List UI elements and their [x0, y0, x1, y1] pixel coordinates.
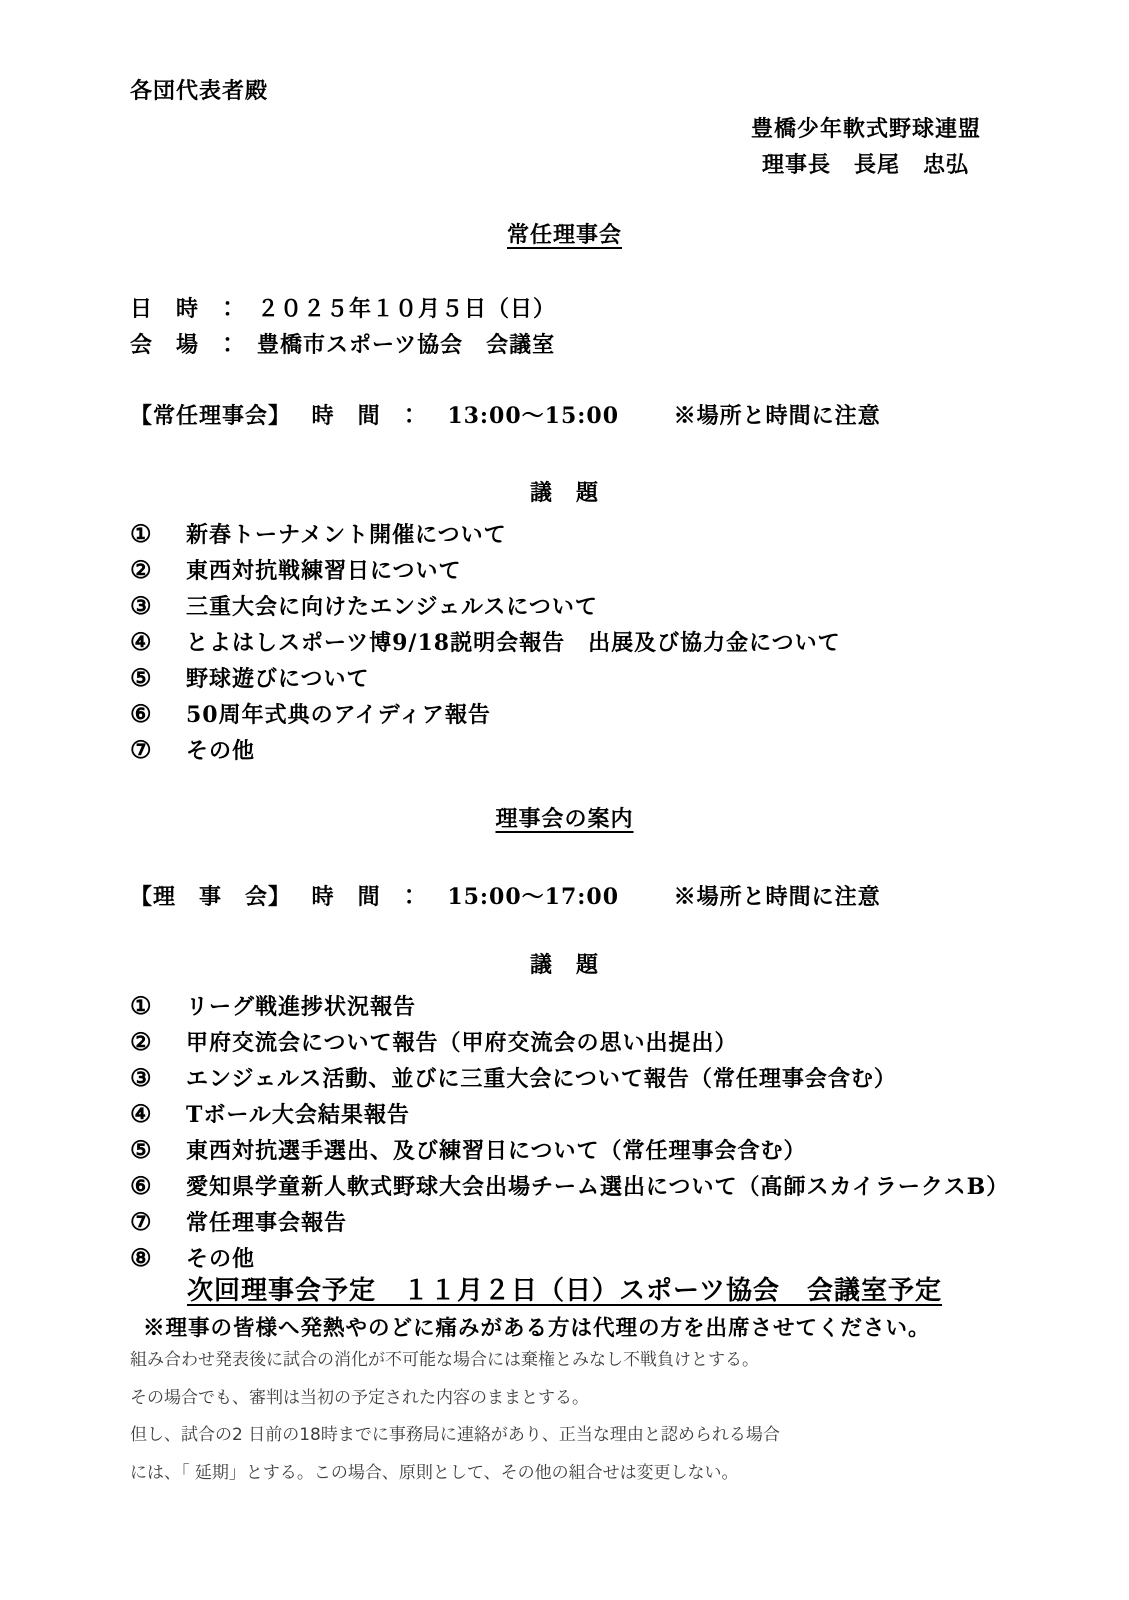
agenda-item	[130, 516, 1089, 552]
item-text: 東西対抗選手選出、及び練習日について（常任理事会含む）	[186, 1138, 807, 1164]
item-text: その他	[186, 738, 256, 764]
match-rules-notes	[130, 1342, 1069, 1492]
item-text: リーグ戦進捗状況報告	[186, 994, 417, 1020]
agenda-item	[130, 732, 1089, 768]
item-number: ⑤	[130, 1135, 153, 1164]
agenda-item	[130, 988, 1089, 1024]
item-text: 甲府交流会について報告（甲府交流会の思い出提出）	[186, 1030, 738, 1056]
venue-line: 会 場 ： 豊橋市スポーツ協会 会議室	[130, 332, 556, 358]
rule-line: その場合でも、審判は当初の予定された内容のままとする。	[130, 1387, 589, 1408]
item-number: ⑧	[130, 1243, 153, 1272]
agenda-item	[130, 588, 1089, 624]
board-agenda-heading: 議 題	[529, 952, 599, 978]
item-text: その他	[186, 1246, 256, 1272]
board-agenda-list	[130, 988, 1089, 1276]
standing-board-title: 常任理事会	[506, 222, 622, 248]
item-number: ⑦	[130, 1207, 153, 1236]
organization-name: 豊橋少年軟式野球連盟	[750, 116, 981, 142]
standing-board-agenda-heading: 議 題	[529, 480, 599, 506]
agenda-item	[130, 624, 1089, 660]
item-number: ①	[130, 519, 153, 548]
board-time-line: 【理 事 会】 時 間 ： 15:00～17:00 ※場所と時間に注意	[130, 884, 881, 910]
item-number: ②	[130, 555, 153, 584]
standing-board-agenda-list	[130, 516, 1089, 768]
agenda-item	[130, 1096, 1089, 1132]
item-text: 愛知県学童新人軟式野球大会出場チーム選出について（髙師スカイラークスB）	[186, 1174, 1010, 1200]
date-line: 日 時 ： ２０２５年１０月５日（日）	[130, 296, 557, 322]
agenda-item	[130, 1204, 1089, 1240]
agenda-item	[130, 1024, 1089, 1060]
rule-line: 組み合わせ発表後に試合の消化が不可能な場合には棄権とみなし不戦負けとする。	[130, 1350, 759, 1370]
next-meeting-announcement: 次回理事会予定 １１月２日（日）スポーツ協会 会議室予定	[187, 1276, 942, 1306]
item-text: とよはしスポーツ博9/18説明会報告 出展及び協力金について	[186, 630, 841, 656]
agenda-item	[130, 1060, 1089, 1096]
agenda-item	[130, 1132, 1089, 1168]
item-text: 東西対抗戦練習日について	[186, 558, 462, 584]
item-text: 新春トーナメント開催について	[186, 522, 507, 548]
agenda-item	[130, 696, 1089, 732]
item-number: ④	[130, 1099, 153, 1128]
health-attendance-note: ※理事の皆様へ発熱やのどに痛みがある方は代理の方を出席させてください。	[143, 1316, 931, 1341]
item-number: ⑥	[130, 699, 153, 728]
item-number: ⑦	[130, 735, 153, 764]
item-number: ①	[130, 991, 153, 1020]
item-number: ③	[130, 591, 153, 620]
item-number: ⑥	[130, 1171, 153, 1200]
board-title: 理事会の案内	[495, 806, 634, 832]
chairman-name: 理事長 長尾 忠弘	[761, 152, 969, 178]
agenda-item	[130, 1168, 1089, 1204]
item-text: Tボール大会結果報告	[186, 1102, 410, 1128]
item-text: 常任理事会報告	[186, 1210, 348, 1236]
standing-board-time-line: 【常任理事会】 時 間 ： 13:00～15:00 ※場所と時間に注意	[130, 403, 881, 429]
item-number: ④	[130, 627, 153, 656]
item-text: 50周年式典のアイディア報告	[186, 702, 491, 728]
item-number: ⑤	[130, 663, 153, 692]
item-number: ②	[130, 1027, 153, 1056]
rule-line: 但し、試合の2 日前の18時までに事務局に連絡があり、正当な理由と認められる場合	[130, 1425, 780, 1445]
recipient-line: 各団代表者殿	[130, 78, 269, 104]
item-text: エンジェルス活動、並びに三重大会について報告（常任理事会含む）	[186, 1066, 897, 1092]
agenda-item	[130, 1240, 1089, 1276]
agenda-item	[130, 552, 1089, 588]
item-text: 野球遊びについて	[186, 666, 370, 692]
item-text: 三重大会に向けたエンジェルスについて	[186, 594, 598, 620]
agenda-item	[130, 660, 1089, 696]
rule-line: には、「 延期」とする。この場合、原則として、その他の組合せは変更しない。	[130, 1462, 739, 1483]
item-number: ③	[130, 1063, 153, 1092]
